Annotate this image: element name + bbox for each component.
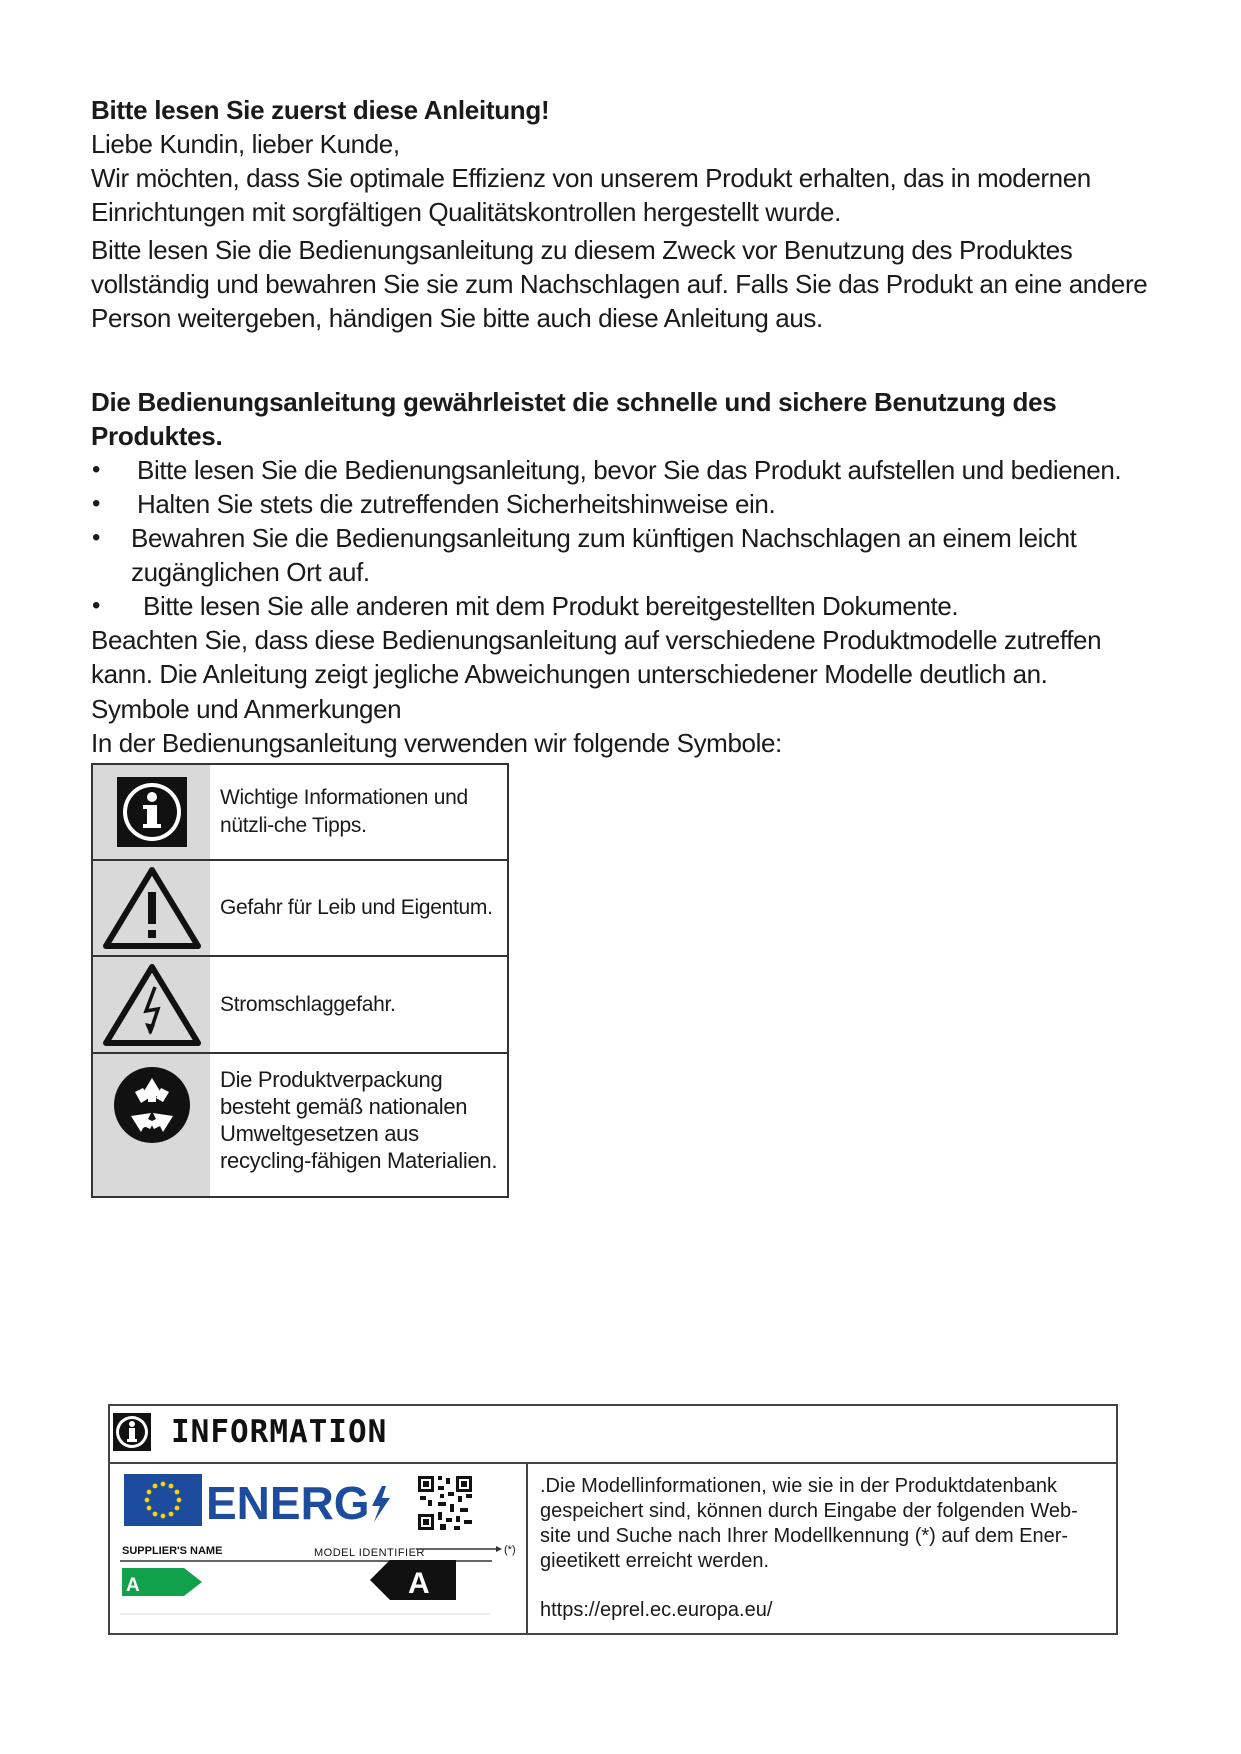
model-identifier-label: MODEL IDENTIFIER <box>314 1547 425 1559</box>
list-item: • Bitte lesen Sie die Bedienungsanleitung, bevor Sie das Produkt aufstellen und bedienen. <box>92 455 1122 485</box>
symbol-description: Wichtige Informationen und nützli-che Tipps. <box>220 786 468 837</box>
symbols-intro-text: In der Bedienungsanleitung verwenden wir folgende Symbole: <box>91 728 782 758</box>
recycling-icon <box>93 1054 210 1196</box>
arrow-head-icon <box>496 1546 502 1552</box>
symbols-intro <box>91 692 1151 760</box>
usage-bullet-list <box>91 453 1151 623</box>
usage-section <box>91 385 1151 691</box>
product-class-letter: A <box>408 1567 430 1600</box>
intro-salutation: Liebe Kundin, lieber Kunde, <box>91 129 400 159</box>
list-item: • Bitte lesen Sie alle anderen mit dem Produkt bereitgestellten Dokumente. <box>92 591 959 621</box>
qr-code-icon <box>418 1476 472 1530</box>
table-row <box>93 1054 507 1196</box>
intro-section <box>91 93 1151 335</box>
information-box <box>108 1404 1118 1635</box>
warning-icon <box>93 861 210 955</box>
supplier-name-label: SUPPLIER'S NAME <box>122 1545 223 1557</box>
asterisk-marker: (*) <box>504 1544 516 1556</box>
information-text: .Die Modellinformationen, wie sie in der Produktdatenbank gespeichert sind, können durch Eingabe der folgenden Web-site und Suche nach Ihrer Modellkennung (*) auf dem Ener-gieetikett erreicht werden. <box>540 1475 1078 1572</box>
electric-shock-icon <box>93 957 210 1052</box>
scale-class-letter: A <box>126 1575 140 1596</box>
bullet-icon: • <box>92 490 101 517</box>
symbol-description: Gefahr für Leib und Eigentum. <box>220 896 493 919</box>
info-icon <box>112 1412 152 1452</box>
intro-paragraph-2: Bitte lesen Sie die Bedienungsanleitung zu diesem Zweck vor Benutzung des Produktes vollständig und bewahren Sie sie zum Nachschlagen auf. Falls Sie das Produkt an eine andere Person weitergeben, händigen Sie bitte auch diese Anleitung aus. <box>91 235 1148 333</box>
symbols-title: Symbole und Anmerkungen <box>91 694 402 724</box>
eprel-link[interactable]: https://eprel.ec.europa.eu/ <box>540 1599 773 1621</box>
energy-label <box>110 1464 528 1633</box>
intro-heading: Bitte lesen Sie zuerst diese Anleitung! <box>91 95 550 125</box>
intro-paragraph-1: Wir möchten, dass Sie optimale Effizienz von unserem Produkt erhalten, das in modernen Einrichtungen mit sorgfältigen Qualitätskontrollen hergestellt wurde. <box>91 163 1091 227</box>
bullet-icon: • <box>92 524 101 551</box>
energy-wordmark: ENERG <box>206 1477 370 1529</box>
symbol-description: Stromschlaggefahr. <box>220 992 396 1016</box>
table-row <box>93 861 507 957</box>
information-title: INFORMATION <box>171 1414 388 1450</box>
table-row <box>93 957 507 1054</box>
energy-label-graphic <box>110 1464 526 1633</box>
information-description <box>528 1464 1116 1633</box>
usage-note: Beachten Sie, dass diese Bedienungsanleitung auf verschiedene Produktmodelle zutreffen kann. Die Anleitung zeigt jegliche Abweichungen unterschiedener Modelle deutlich an. <box>91 625 1102 689</box>
table-row <box>93 765 507 861</box>
list-item: • Halten Sie stets die zutreffenden Sicherheitshinweise ein. <box>92 489 776 519</box>
bullet-icon: • <box>92 456 101 483</box>
info-icon <box>93 765 210 859</box>
information-header <box>110 1406 1116 1464</box>
bullet-icon: • <box>92 592 101 619</box>
symbols-table <box>91 763 509 1198</box>
usage-heading: Die Bedienungsanleitung gewährleistet die schnelle und sichere Benutzung des Produktes. <box>91 387 1057 451</box>
symbol-description: Die Produktverpackung besteht gemäß nationalen Umweltgesetzen aus recycling-fähigen Materialien. <box>220 1067 498 1173</box>
list-item: • Bewahren Sie die Bedienungsanleitung zum künftigen Nachschlagen an einem leicht zugänglichen Ort auf. <box>92 523 1077 587</box>
